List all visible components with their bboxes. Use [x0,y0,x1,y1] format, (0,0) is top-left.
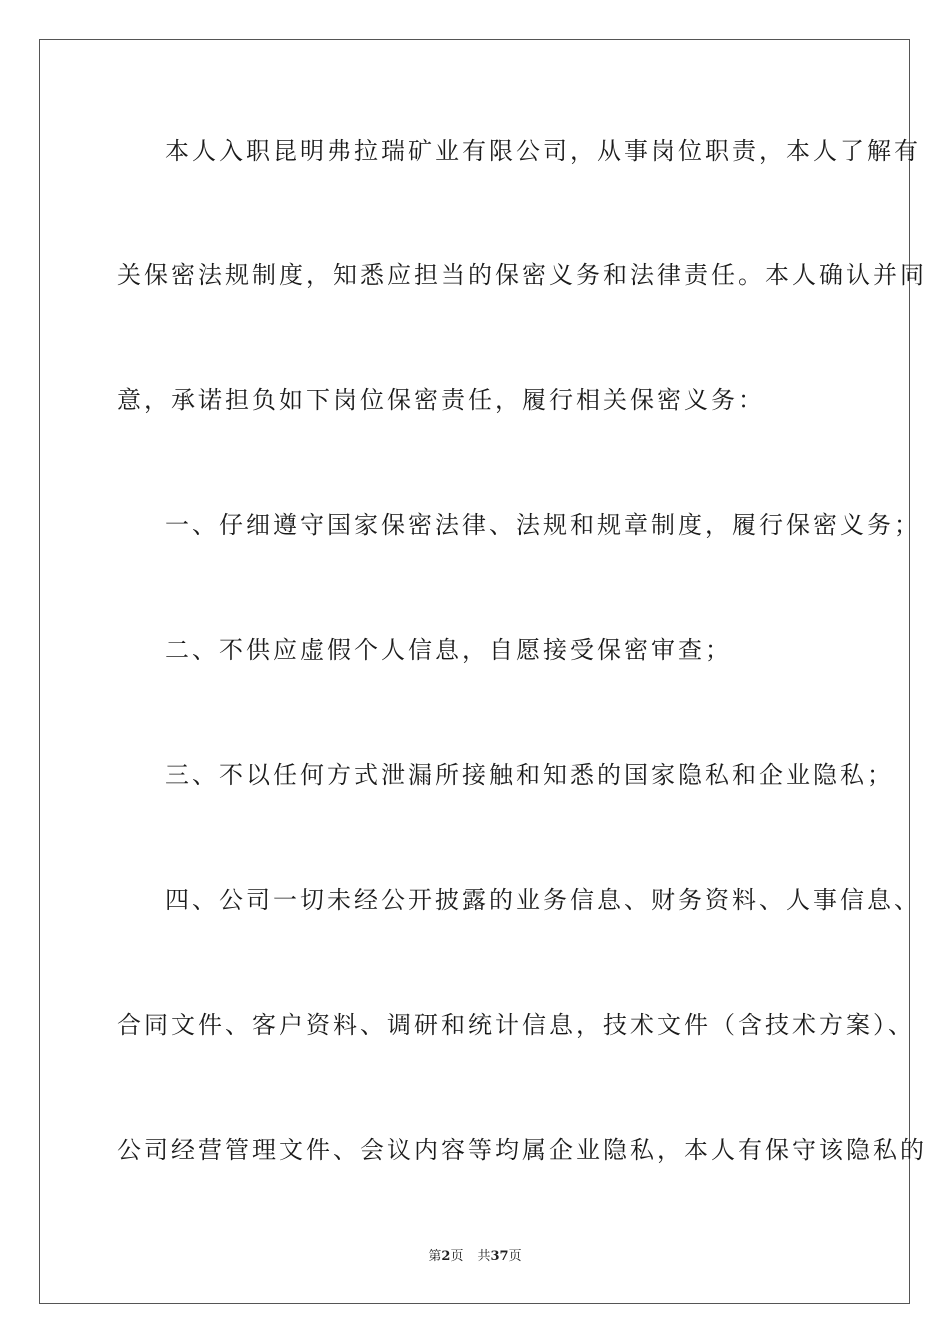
total-prefix: 共 [477,1249,491,1264]
paragraph-line: 本人入职昆明弗拉瑞矿业有限公司，从事岗位职责，本人了解有 [165,137,921,165]
page-footer [0,1248,950,1266]
paragraph-line: 合同文件、客户资料、调研和统计信息，技术文件（含技术方案）、 [117,1011,915,1039]
clause-two: 二、不供应虚假个人信息，自愿接受保密审查； [165,636,732,664]
paragraph-line: 关保密法规制度，知悉应担当的保密义务和法律责任。本人确认并同 [117,261,927,289]
clause-four: 四、公司一切未经公开披露的业务信息、财务资料、人事信息、 [165,886,921,914]
total-suffix: 页 [508,1249,522,1264]
paragraph-line: 公司经营管理文件、会议内容等均属企业隐私，本人有保守该隐私的 [117,1136,927,1164]
page-prefix: 第 [428,1249,442,1264]
clause-one: 一、仔细遵守国家保密法律、法规和规章制度，履行保密义务； [165,511,921,539]
paragraph-line: 意，承诺担负如下岗位保密责任，履行相关保密义务： [117,386,765,414]
total-pages: 37 [490,1249,509,1264]
page-suffix: 页 [450,1249,464,1264]
page-border [39,39,927,1304]
clause-three: 三、不以任何方式泄漏所接触和知悉的国家隐私和企业隐私； [165,761,894,789]
page-number: 2 [441,1249,451,1264]
